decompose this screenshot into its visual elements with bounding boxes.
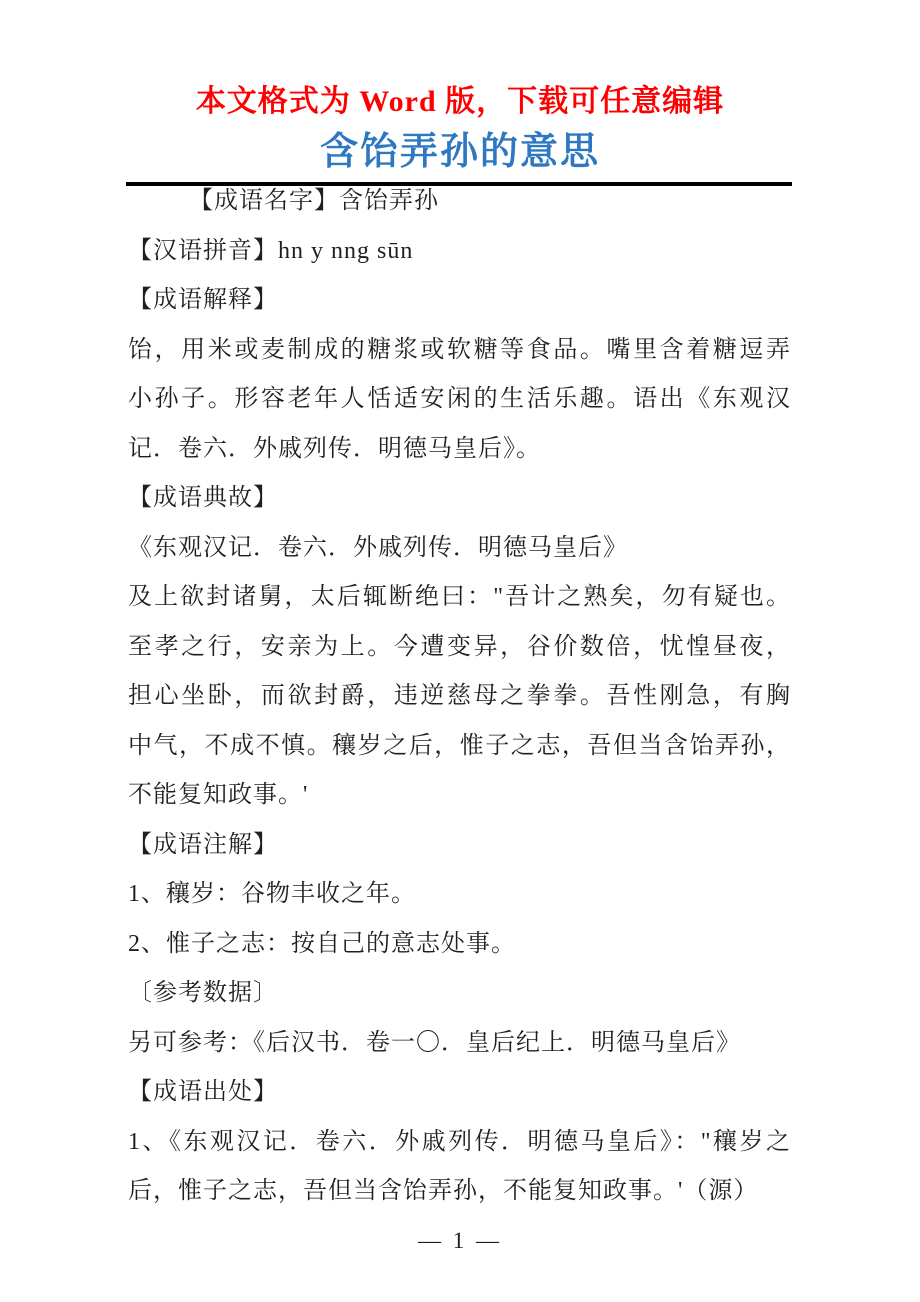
body-line: 〔参考数据〕: [128, 980, 278, 1006]
body-line: 【汉语拼音】hn y nng sūn: [128, 237, 414, 264]
body-line: 及上欲封诸舅，太后辄断绝曰："吾计之熟矣，勿有疑也。: [128, 584, 791, 610]
body-line: 2、惟子之志：按自己的意志处事。: [128, 930, 516, 957]
body-line: 中气，不成不慎。穰岁之后，惟子之志，吾但当含饴弄孙，: [128, 732, 791, 759]
document-body: [128, 177, 791, 1217]
body-line: 饴，用米或麦制成的糖浆或软糖等食品。嘴里含着糖逗弄: [128, 336, 791, 363]
format-notice: 本文格式为 Word 版，下载可任意编辑: [195, 85, 725, 118]
body-line: 至孝之行，安亲为上。今遭变异，谷价数倍，忧惶昼夜，: [128, 633, 791, 660]
body-line: 1、《东观汉记．卷六．外戚列传．明德马皇后》："穰岁之: [128, 1128, 791, 1155]
body-line: 【成语名字】含饴弄孙: [189, 188, 439, 214]
body-line: 小孙子。形容老年人恬适安闲的生活乐趣。语出《东观汉: [128, 386, 791, 412]
body-line: 1、穰岁：谷物丰收之年。: [128, 881, 416, 907]
body-line: 后，惟子之志，吾但当含饴弄孙，不能复知政事。'（源）: [128, 1178, 759, 1204]
page-number: — 1 —: [418, 1228, 502, 1253]
body-line: 不能复知政事。': [128, 782, 309, 808]
body-line: 记．卷六．外戚列传．明德马皇后》。: [128, 435, 541, 462]
body-line: 担心坐卧，而欲封爵，违逆慈母之拳拳。吾性刚急，有胸: [128, 683, 791, 709]
body-line: 【成语解释】: [128, 287, 278, 313]
body-line: 【成语典故】: [128, 485, 278, 511]
body-line: 【成语出处】: [128, 1079, 278, 1105]
body-line: 【成语注解】: [128, 831, 278, 858]
page-title: 含饴弄孙的意思: [319, 131, 600, 173]
body-line: 另可参考：《后汉书．卷一〇．皇后纪上．明德马皇后》: [128, 1029, 741, 1056]
body-line: 《东观汉记．卷六．外戚列传．明德马皇后》: [128, 534, 628, 561]
